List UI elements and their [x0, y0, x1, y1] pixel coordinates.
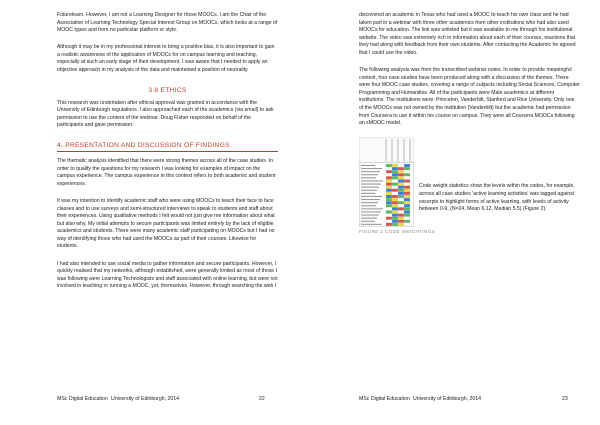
figure-cell — [404, 180, 410, 183]
figure-cell — [398, 217, 404, 220]
figure-row-label — [361, 184, 381, 185]
figure-cell — [404, 189, 410, 192]
paragraph: It was my intention to identify academic staff who were using MOOCs to teach their face to face classes and to use surveys and semi-structured interviews to speak to students and staff about their experiences. Using qualitative methods I felt would not just give me information about what but also why. My initial attempts to secure participants was limited entirely by the lack of eligible academics and students. There were many academic staff participating on MOOCs but I had no way of identifying those who had used the MOOCs as part of their courses. Likewise for students. — [57, 197, 275, 250]
left-column — [57, 12, 278, 300]
figure-cell — [398, 192, 404, 195]
figure-cell — [392, 174, 398, 177]
figure-cell — [386, 214, 392, 217]
figure-cell — [386, 183, 392, 186]
page-number: 22 — [259, 396, 265, 402]
footer-university: University of Edinburgh, 2014 — [111, 396, 180, 402]
figure-cell — [404, 177, 410, 180]
figure-cell — [392, 192, 398, 195]
paragraph: Futurelearn. However, I am not a Learning Designer for those MOOCs. I am the Chair of the Association of Learning Technology Special Interest Group on MOOCs, which looks at a range of MOOC types and from no particular platform or style. — [57, 12, 278, 34]
paragraph: This research was undertaken after ethical approval was granted in accordance with the University of Edinburgh regulations. I also approached each of the academics (via email) to ask permission to use the content of the webinar. Doug Fisher responded on behalf of the participants and gave permission. — [57, 99, 274, 129]
figure-cell — [398, 195, 404, 198]
figure-cell — [398, 177, 404, 180]
footer-program: MSc Digital Education — [57, 396, 108, 402]
figure-cell — [386, 167, 392, 170]
figure-cell — [398, 164, 404, 167]
figure-row-label — [361, 196, 382, 197]
figure-cell — [404, 174, 410, 177]
figure-row-label — [361, 168, 382, 169]
figure-cell — [398, 205, 404, 208]
figure-row-label — [361, 178, 376, 179]
figure-cell — [404, 211, 410, 214]
figure-cell — [392, 223, 398, 226]
figure-cell — [392, 195, 398, 198]
figure-cell — [404, 205, 410, 208]
figure-cell — [386, 208, 392, 211]
figure-cell — [386, 202, 392, 205]
figure-cell — [392, 183, 398, 186]
figure-cell — [404, 217, 410, 220]
figure-row-label — [361, 221, 375, 222]
figure-cell — [404, 171, 410, 174]
figure-cell — [386, 164, 392, 167]
paragraph: I had also intended to use social media to gather information and secure participants. However, I quickly realised that my networks, although established, were generally limited as most of those I was following were Learning Technologists and staff associated with online learning, but were not involved in teaching or running a MOOC, yet, themselves. However, through searching the web I — [57, 260, 278, 290]
figure-cell — [398, 171, 404, 174]
figure-cell — [386, 223, 392, 226]
figure-row-label — [361, 171, 380, 172]
section-heading-findings: 4. PRESENTATION AND DISCUSSION OF FINDINGS — [57, 142, 278, 152]
figure-cell — [392, 186, 398, 189]
figure-cell — [398, 214, 404, 217]
figure-block — [359, 137, 580, 245]
figure-cell — [398, 208, 404, 211]
figure-cell — [404, 186, 410, 189]
figure-cell — [386, 180, 392, 183]
figure-row-label — [361, 206, 376, 207]
figure-row-label — [361, 202, 378, 203]
paragraph: The thematic analysis identified that there were strong themes across all of the case studies. In order to qualify the questions for my research I was looking for examples of impact on the campus experience. The campus experience in this context refers to both academic and student experiences. — [57, 158, 276, 187]
figure-cell — [392, 211, 398, 214]
footer-university: University of Edinburgh, 2014 — [413, 396, 482, 402]
figure-description — [419, 183, 580, 213]
figure-row-label — [361, 165, 375, 166]
figure-cell — [392, 208, 398, 211]
figure-cell — [386, 195, 392, 198]
figure-cell — [386, 220, 392, 223]
figure-cell — [386, 174, 392, 177]
figure-cell — [392, 171, 398, 174]
figure-row-label — [361, 209, 383, 210]
figure-cell — [386, 177, 392, 180]
figure-cell — [404, 167, 410, 170]
figure-cell — [386, 192, 392, 195]
code-weightings-figure — [359, 137, 414, 227]
figure-cell — [392, 202, 398, 205]
figure-cell — [386, 189, 392, 192]
figure-cell — [392, 205, 398, 208]
figure-cell — [386, 198, 392, 201]
figure-cell — [392, 180, 398, 183]
figure-cell — [386, 211, 392, 214]
footer-program: MSc Digital Education — [359, 396, 410, 402]
figure-cell — [404, 183, 410, 186]
figure-row-label — [361, 218, 377, 219]
figure-cell — [404, 198, 410, 201]
figure-row-label — [361, 224, 382, 225]
figure-cell — [404, 192, 410, 195]
figure-cell — [392, 177, 398, 180]
figure-cell — [398, 211, 404, 214]
paragraph: The following analysis was from the transcribed webinar notes. In order to provide meaningful context, four case studies have been produced along with a discussion of the themes. There were four MOOC case studies, covering a range of subjects including Social Sciences, Computer Programming and Humanities. All of the participants were Male academics at different institutions. The institutions were: Princeton, Vanderbilt, Stanford and Rice University. Only one of the MOOCs was not owned by the institution (Vanderbilt) but the academic had permission from Coursera to use it within his course on campus. They were all Coursera MOOCs following an xMOOC model. — [359, 67, 580, 127]
figure-cell — [392, 220, 398, 223]
figure-row-label — [361, 190, 377, 191]
figure-cell — [404, 164, 410, 167]
figure-row-label — [361, 187, 379, 188]
figure-row-label — [361, 175, 378, 176]
figure-cell — [398, 223, 404, 226]
figure-cell — [398, 220, 404, 223]
figure-cell — [398, 202, 404, 205]
figure-cell — [392, 214, 398, 217]
figure-cell — [392, 189, 398, 192]
paragraph: discovered an academic in Texas who had used a MOOC to teach his own class and he had taken part in a webinar with three other academics from other institutions who had also used MOOCs for education. The link was unlisted but it was available to me through his institutional website. The video was extremely rich in information about each of their courses, reactions that they had along with feedback from their own students. After contacting the Academic he agreed that I could use the video. — [359, 12, 576, 56]
figure-cell — [404, 195, 410, 198]
figure-cell — [392, 198, 398, 201]
figure-row-label — [361, 215, 379, 216]
figure-cell — [404, 220, 410, 223]
figure-cell — [386, 217, 392, 220]
figure-row-label — [361, 193, 375, 194]
figure-cell — [398, 186, 404, 189]
figure-cell — [392, 167, 398, 170]
right-page — [300, 0, 600, 425]
page-number: 23 — [562, 396, 568, 402]
figure-row-label — [361, 181, 383, 182]
figure-cell — [404, 202, 410, 205]
figure-cell — [398, 174, 404, 177]
figure-cell — [398, 180, 404, 183]
ethics-heading: 3.8 ETHICS — [148, 86, 187, 94]
figure-caption: FIGURE 2 CODE WEIGHTINGS — [359, 229, 436, 235]
figure-row-label — [361, 212, 381, 213]
figure-cell — [386, 171, 392, 174]
right-column — [359, 12, 580, 245]
figure-cell — [392, 164, 398, 167]
figure-row-label — [361, 199, 380, 200]
paragraph: Although it may be in my professional interest to bring a positive bias, it is also important to gain a realistic awareness of the application of MOOCs for on campus learning and teaching, especially at such an early stage of their development. I was aware that I needed to apply an objective approach in my analysis of the data and maintained a position of neutrality. — [57, 44, 275, 74]
figure-cell — [398, 189, 404, 192]
figure-cell — [386, 186, 392, 189]
figure-cell — [404, 223, 410, 226]
figure-cell — [404, 208, 410, 211]
figure-cell — [398, 167, 404, 170]
figure-cell — [392, 217, 398, 220]
figure-cell — [386, 205, 392, 208]
figure-cell — [404, 214, 410, 217]
figure-cell — [398, 183, 404, 186]
figure-cell — [398, 198, 404, 201]
paragraph: Code weight statistics show the levels within the codes, for example, across all case studies 'active learning activities' was tagged against excerpts to highlight forms of active learning, with levels of activity between 0-9, (N=24, Mean 6.12, Median 5.5) (Figure 2). — [419, 183, 575, 213]
